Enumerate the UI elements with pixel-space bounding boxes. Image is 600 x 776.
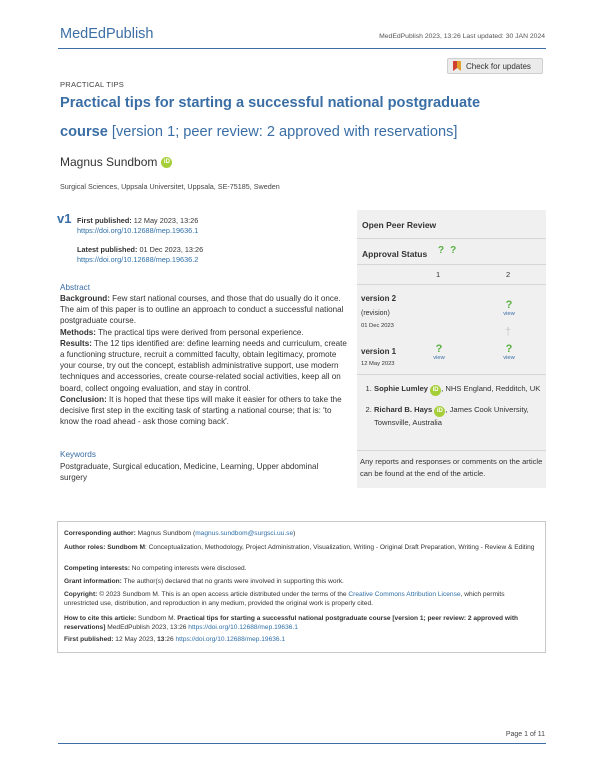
background-label: Background:: [60, 294, 110, 303]
first-published-info: [64, 635, 539, 644]
abstract-heading: Abstract: [60, 283, 91, 292]
cite-title: Practical tips for starting a successful national postgraduate course [version 1; peer review: 2 approved with reservations]: [64, 615, 519, 631]
cite-author: Sundbom M.: [138, 615, 176, 622]
version-label: v1: [57, 211, 72, 226]
first-published-date: 12 May 2023, 13:26: [133, 216, 199, 225]
reviewer-item: [374, 404, 542, 428]
keywords-text: Postgraduate, Surgical education, Medicine, Learning, Upper abdominal surgery: [60, 462, 319, 483]
version-2-reviewer-2-report[interactable]: [494, 300, 524, 317]
approved-reservations-icon: ?: [505, 343, 513, 355]
first-doi-link[interactable]: https://doi.org/10.12688/mep.19636.1: [77, 226, 199, 235]
author-roles-text: : Conceptualization, Methodology, Project Administration, Visualization, Writing - Original Draft Preparation, Writing - Review & Editing: [144, 544, 535, 551]
reviewer-2-name[interactable]: Richard B. Hays: [374, 405, 433, 414]
version-1-date: 12 May 2023: [361, 361, 395, 367]
competing-interests-label: Competing interests:: [64, 565, 130, 572]
first-published-info-date: 12 May 2023,: [115, 636, 156, 643]
publication-dates: [77, 216, 203, 265]
article-title-line2: [60, 124, 457, 140]
panel-divider: [357, 264, 546, 265]
keywords-heading: Keywords: [60, 450, 96, 459]
author-roles: [64, 543, 539, 552]
check-for-updates-label: Check for updates: [466, 61, 531, 71]
results-label: Results:: [60, 338, 92, 348]
reviewer-2-affiliation: , James Cook University, Townsville, Australia: [374, 405, 529, 427]
copyright-statement: [64, 590, 539, 608]
cite-journal: MedEdPublish 2023, 13:26: [107, 624, 187, 631]
view-report-link[interactable]: view: [433, 355, 445, 361]
how-to-cite-label: How to cite this article:: [64, 615, 137, 622]
reviewer-column-1: 1: [436, 270, 441, 279]
version-2-date: 01 Dec 2023: [361, 323, 394, 329]
footer-divider: [58, 743, 546, 744]
first-published-info-page: :26: [164, 636, 174, 643]
reviewer-item: [374, 383, 542, 396]
results-text: The 12 tips identified are: define learning needs and curriculum, create a functioning structure, recruit a committed faculty, obtain legitimacy, promote your course, try out the concept, establish administrative support, use modern techniques and accessories, create course-related social activities, keep all on board, collect ongoing evaluation, and stay in control.: [60, 338, 347, 393]
article-title-line1: Practical tips for starting a successful national postgraduate: [60, 95, 481, 111]
first-published-info-label: First published:: [64, 636, 114, 643]
grant-information-label: Grant information:: [64, 578, 122, 585]
how-to-cite: [64, 614, 539, 632]
corresponding-author-name: Magnus Sundbom (: [137, 530, 196, 537]
header-meta: MedEdPublish 2023, 13:26 Last updated: 30 JAN 2024: [379, 33, 545, 40]
view-report-link[interactable]: view: [503, 311, 515, 317]
orcid-icon[interactable]: iD: [430, 385, 441, 396]
check-for-updates-button[interactable]: [447, 58, 543, 74]
reviewer-1-affiliation: , NHS England, Redditch, UK: [441, 384, 541, 393]
grant-information-text: The author(s) declared that no grants were involved in supporting this work.: [123, 578, 344, 585]
copyright-label: Copyright:: [64, 591, 98, 598]
open-peer-review-heading: Open Peer Review: [362, 220, 437, 230]
article-title-status: [version 1; peer review: 2 approved with reservations]: [111, 124, 458, 140]
copyright-text: © 2023 Sundbom M. This is an open access article distributed under the terms of the: [99, 591, 347, 598]
approval-status-label: Approval Status: [362, 249, 428, 259]
panel-divider: [357, 374, 546, 375]
corresponding-author: [64, 529, 539, 538]
latest-doi-link[interactable]: https://doi.org/10.12688/mep.19636.2: [77, 255, 199, 264]
competing-interests: [64, 564, 539, 573]
author-affiliation: Surgical Sciences, Uppsala Universitet, Uppsala, SE-75185, Sweden: [60, 182, 280, 191]
version-2-title: version 2: [361, 294, 397, 303]
version-1-title: version 1: [361, 347, 397, 356]
first-published-label: First published:: [77, 216, 132, 225]
background-text: Few start national courses, and those that do usually do it once. The aim of this paper is to outline an approach to conduct a successful national postgraduate course.: [60, 294, 344, 326]
conclusion-label: Conclusion:: [60, 394, 107, 404]
latest-published-date: 01 Dec 2023, 13:26: [139, 245, 204, 254]
header-divider: [58, 48, 546, 49]
panel-divider: [357, 238, 546, 239]
orcid-icon[interactable]: iD: [434, 406, 445, 417]
corresponding-author-email[interactable]: magnus.sundbom@surgsci.uu.se: [195, 530, 294, 537]
crossmark-icon: [452, 60, 462, 72]
panel-divider: [357, 284, 546, 285]
reviewer-column-2: 2: [506, 270, 511, 279]
author-line: [60, 155, 172, 169]
reviewer-list: [362, 383, 542, 436]
latest-published-label: Latest published:: [77, 245, 138, 254]
article-title-word: course: [60, 124, 108, 140]
approval-status-icons: [438, 245, 456, 256]
dagger-icon: †: [505, 326, 512, 338]
author-roles-label: Author roles:: [64, 544, 106, 551]
conclusion-text: It is hoped that these tips will make it easier for others to take the decisive first step in the exciting task of starting a national course; that is: 'to know the road ahead - ask those coming back'.: [60, 394, 342, 427]
page-number: Page 1 of 11: [505, 731, 545, 738]
article-info-box: [57, 521, 546, 653]
corresponding-author-label: Corresponding author:: [64, 530, 136, 537]
copyright-end: , which permits unrestricted use, distribution, and reproduction in any medium, provided the original work is properly cited.: [64, 591, 505, 607]
approved-reservations-icon: ?: [450, 245, 457, 256]
view-report-link[interactable]: view: [503, 355, 515, 361]
author-roles-name: Sundbom M: [107, 544, 145, 551]
article-type: PRACTICAL TIPS: [60, 80, 124, 89]
version-2-subtitle: (revision): [361, 310, 390, 317]
approved-reservations-icon: ?: [435, 343, 443, 355]
grant-information: [64, 577, 539, 586]
first-published-info-volume: 13: [157, 636, 165, 643]
version-1-reviewer-1-report[interactable]: [424, 344, 454, 361]
panel-divider: [357, 450, 546, 451]
version-1-reviewer-2-report[interactable]: [494, 344, 524, 361]
orcid-icon[interactable]: iD: [161, 157, 172, 168]
reports-note: Any reports and responses or comments on the article can be found at the end of the article.: [360, 457, 543, 478]
competing-interests-text: No competing interests were disclosed.: [131, 565, 247, 572]
author-name[interactable]: Magnus Sundbom: [60, 155, 158, 169]
cite-doi-link[interactable]: https://doi.org/10.12688/mep.19636.1: [188, 624, 298, 631]
first-published-info-doi[interactable]: https://doi.org/10.12688/mep.19636.1: [175, 636, 286, 643]
abstract-body: [60, 293, 350, 427]
approved-reservations-icon: ?: [505, 299, 513, 311]
methods-text: The practical tips were derived from personal experience.: [98, 327, 304, 337]
journal-brand: MedEdPublish: [60, 26, 154, 42]
approved-reservations-icon: ?: [438, 245, 445, 256]
license-link[interactable]: Creative Commons Attribution License: [348, 591, 461, 598]
corresponding-author-end: ): [293, 530, 296, 537]
reviewer-1-name[interactable]: Sophie Lumley: [374, 384, 429, 393]
methods-label: Methods:: [60, 327, 96, 337]
